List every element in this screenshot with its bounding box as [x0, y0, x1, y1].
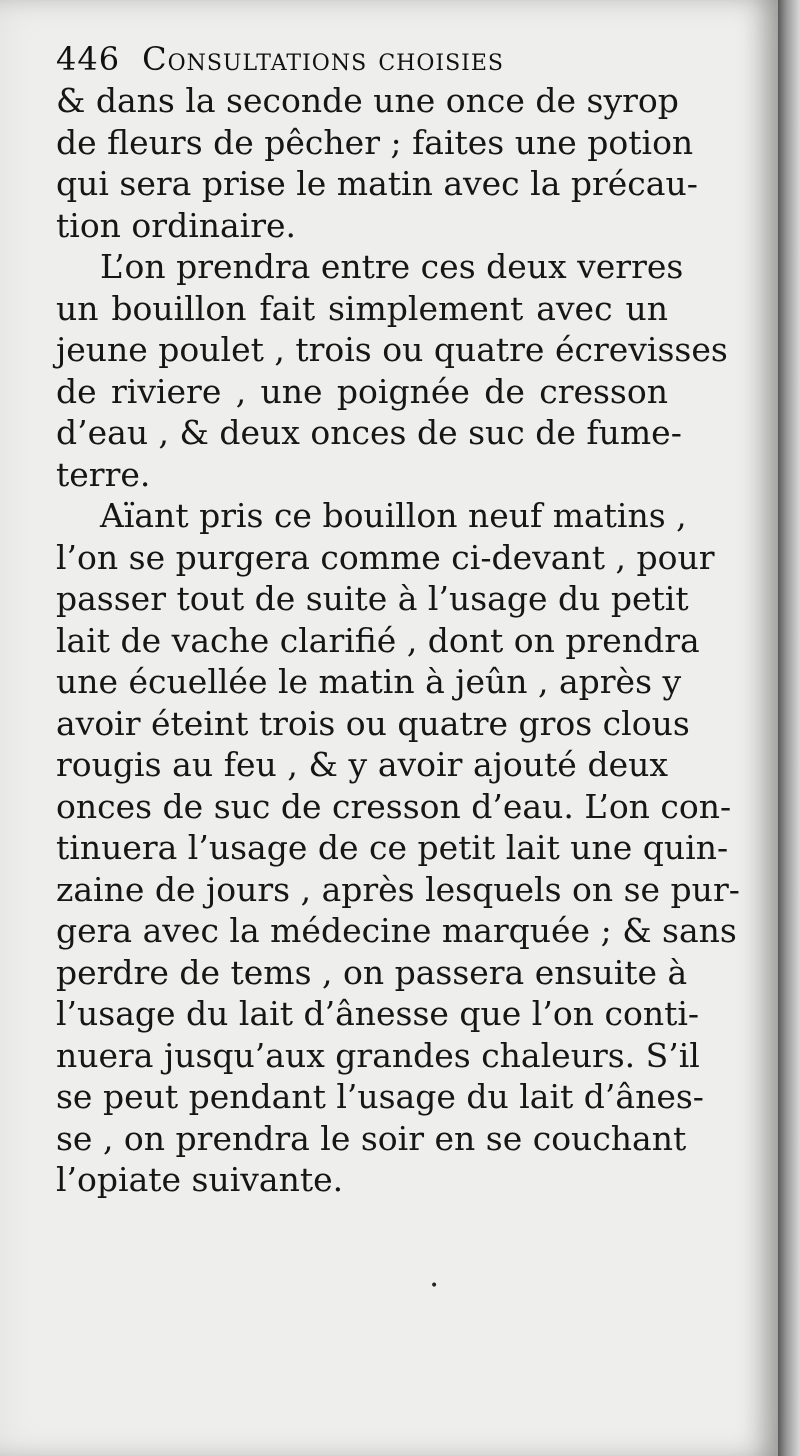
text-line: jeune poulet , trois ou quatre écrevisses	[56, 330, 728, 369]
text-line: tinuera l’usage de ce petit lait une quin-	[56, 828, 729, 867]
text-line: qui sera prise le matin avec la précau-	[56, 164, 698, 203]
page-number: 446	[56, 40, 121, 78]
text-line: un bouillon fait simplement avec un	[56, 288, 668, 328]
running-header	[56, 40, 576, 78]
text-line: lait de vache clarifié , dont on prendra	[56, 620, 700, 660]
printer-mark: •	[430, 1278, 439, 1294]
page-edge-shadow	[778, 0, 800, 1456]
text-line: onces de suc de cresson d’eau. L’on con-	[56, 786, 732, 826]
text-line: nuera jusqu’aux grandes chaleurs. S’il	[56, 1035, 700, 1075]
text-line: tion ordinaire.	[56, 205, 297, 245]
text-line: de fleurs de pêcher ; faites une potion	[56, 122, 694, 162]
text-line: gera avec la médecine marquée ; & sans	[56, 911, 737, 950]
text-line: se peut pendant l’usage du lait d’ânes-	[56, 1077, 704, 1116]
text-line: de riviere , une poignée de cresson	[56, 371, 668, 411]
text-line: l’opiate suivante.	[56, 1160, 344, 1199]
body-text	[56, 80, 740, 1201]
text-line: terre.	[56, 454, 151, 494]
text-line: l’usage du lait d’ânesse que l’on conti-	[56, 994, 700, 1033]
paragraph-start-line: Aïant pris ce bouillon neuf matins ,	[100, 496, 687, 535]
text-line: perdre de tems , on passera ensuite à	[56, 952, 688, 992]
paragraph-start-line: L’on prendra entre ces deux verres	[100, 247, 684, 286]
text-line: l’on se purgera comme ci-devant , pour	[56, 537, 715, 577]
text-line: & dans la seconde une once de syrop	[56, 81, 679, 120]
text-line: zaine de jours , après lesquels on se pur-	[56, 869, 740, 909]
text-line: une écuellée le matin à jeûn , après y	[56, 662, 682, 701]
text-line: d’eau , & deux onces de suc de fume-	[56, 413, 682, 452]
text-line: avoir éteint trois ou quatre gros clous	[56, 703, 690, 743]
text-line: passer tout de suite à l’usage du petit	[56, 579, 689, 618]
text-line: rougis au feu , & y avoir ajouté deux	[56, 745, 668, 784]
running-title: Consultations choisies	[142, 40, 504, 78]
text-line: se , on prendra le soir en se couchant	[56, 1118, 687, 1158]
